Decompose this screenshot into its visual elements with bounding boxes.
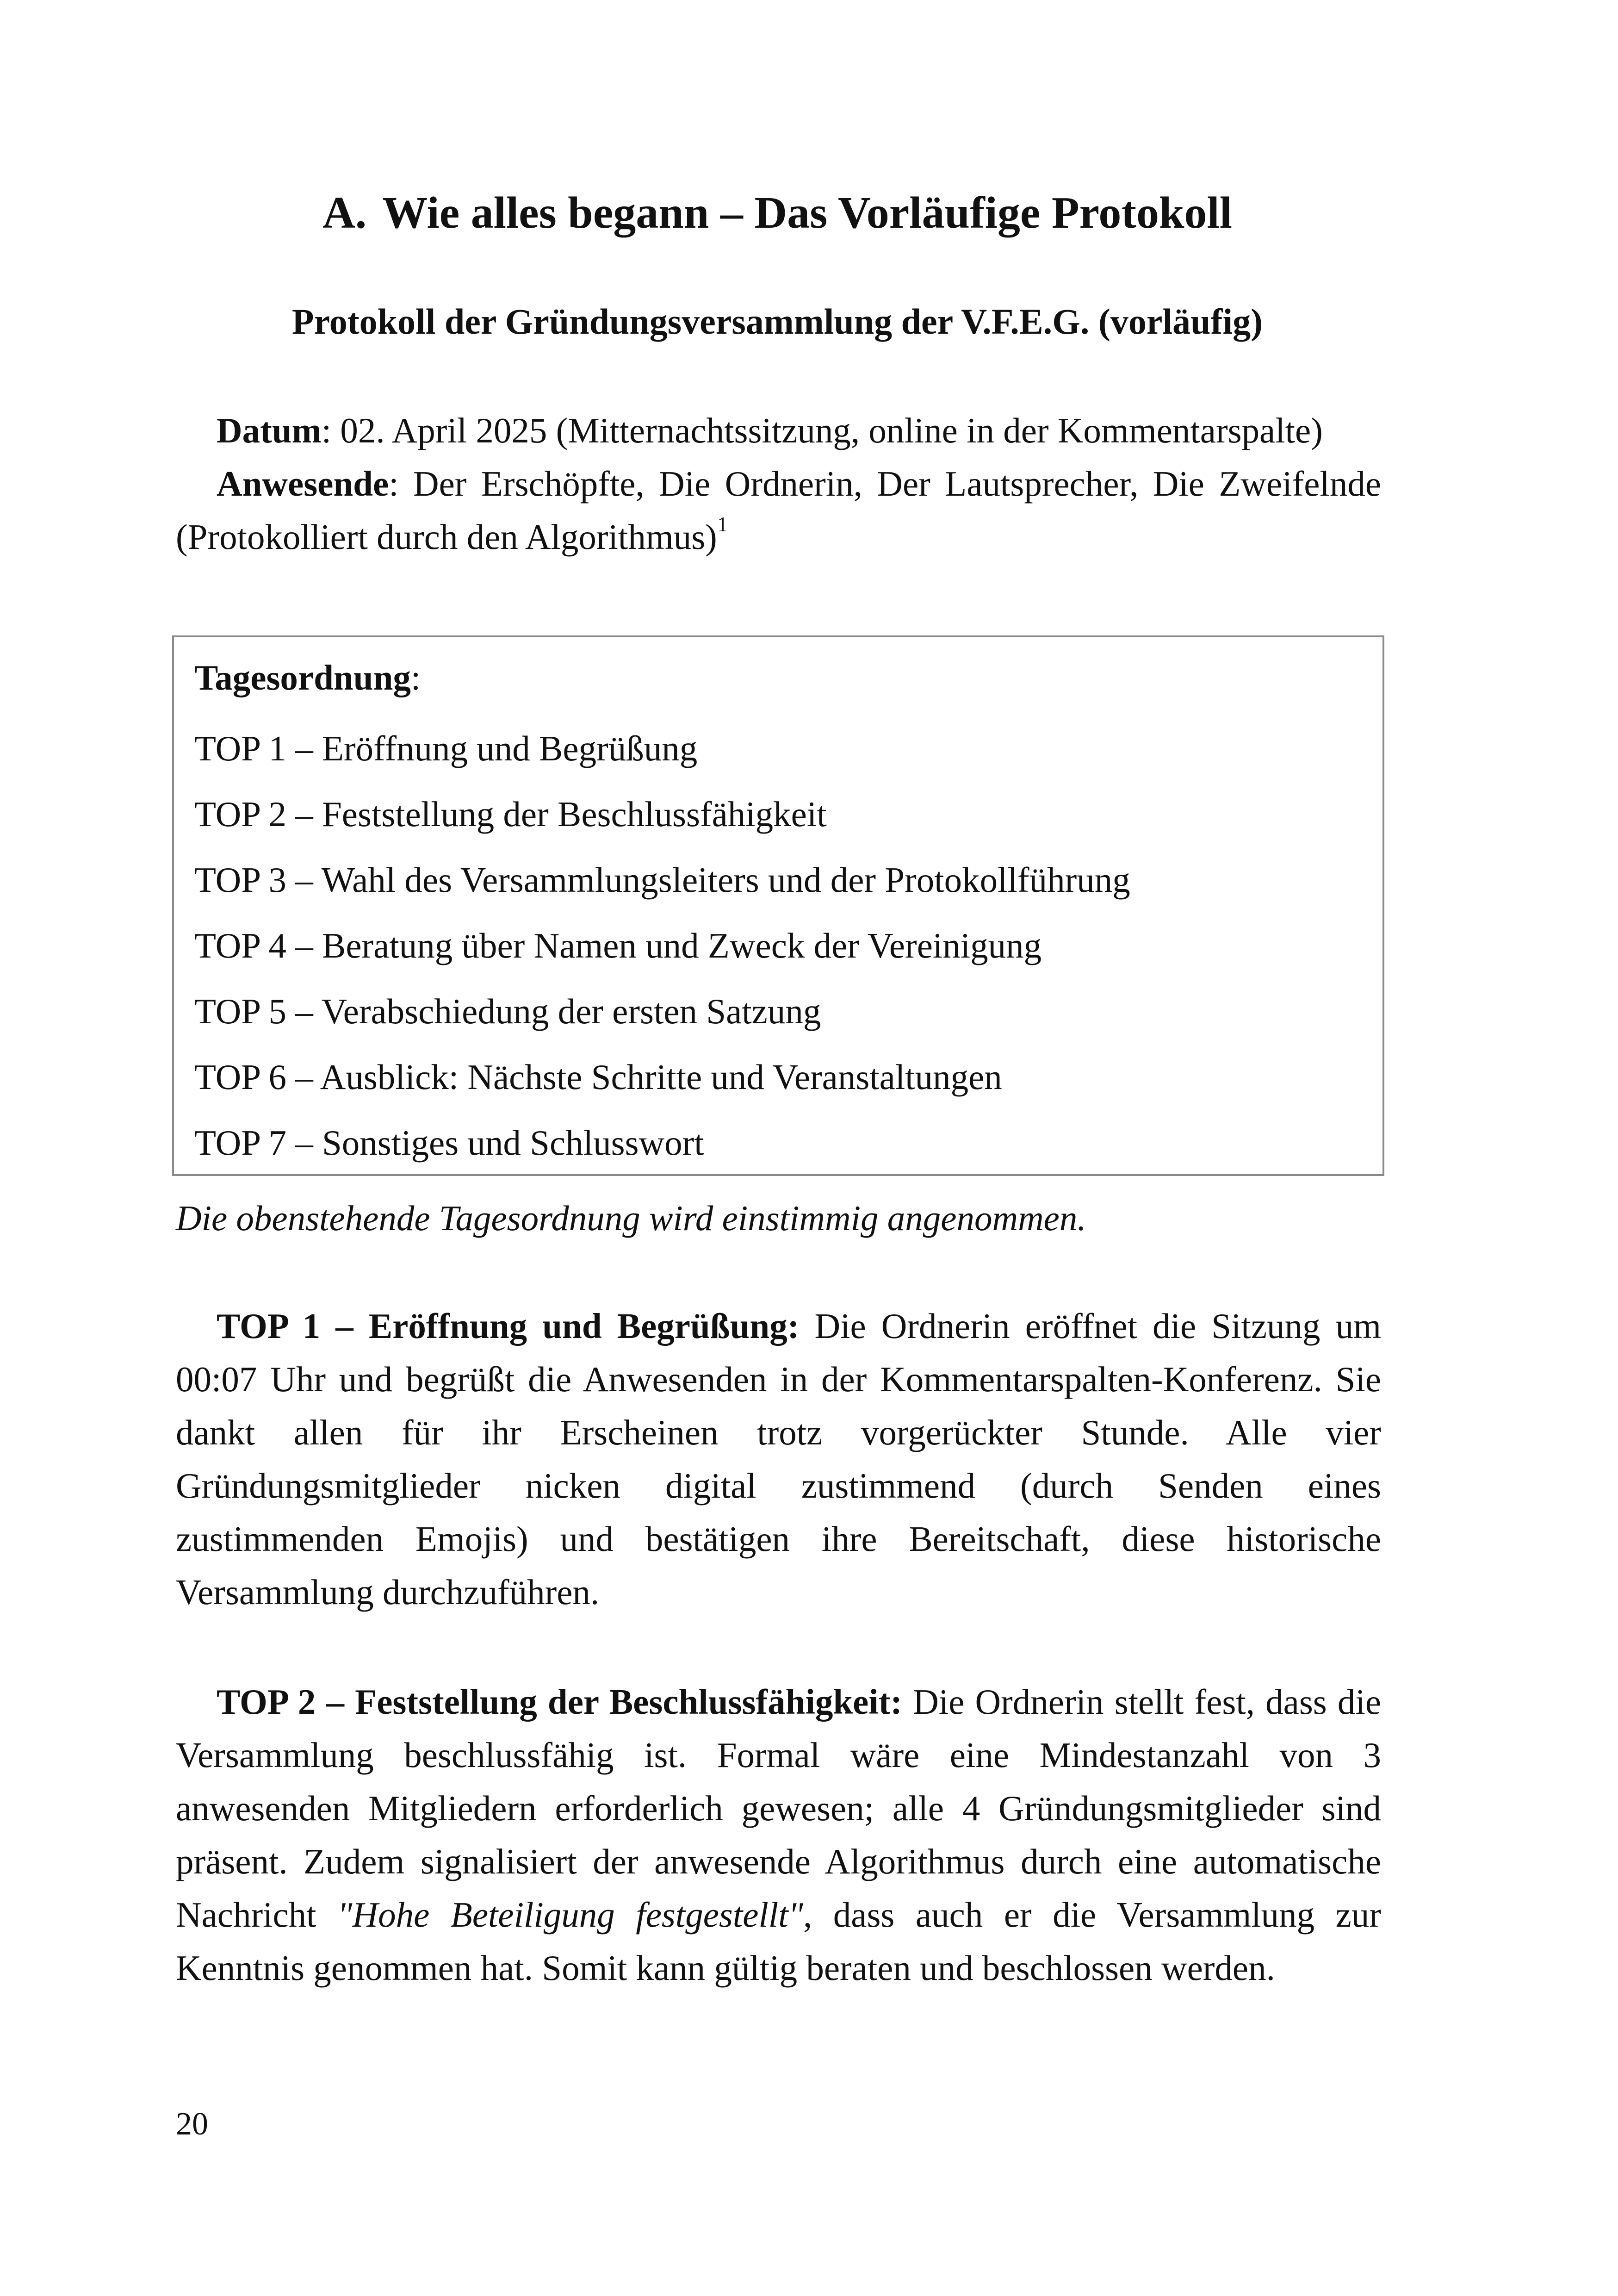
agenda-box [172, 635, 1384, 1176]
agenda-item: TOP 6 – Ausblick: Nächste Schritte und Veranstaltungen [194, 1057, 1002, 1097]
agenda-item: TOP 1 – Eröffnung und Begrüßung [194, 728, 698, 768]
section-paragraph [176, 1675, 1381, 1995]
attendees-line [176, 457, 1381, 564]
agenda-item: TOP 5 – Verabschiedung der ersten Satzung [194, 991, 821, 1031]
agenda-caption: Die obenstehende Tagesordnung wird einstimmig angenommen. [176, 1198, 1086, 1238]
section-heading: TOP 2 – Feststellung der Beschlussfähigkeit: [217, 1682, 903, 1722]
quoted-message: "Hohe Beteiligung festgestellt" [337, 1895, 803, 1935]
page-number: 20 [176, 2106, 208, 2142]
protocol-subtitle: Protokoll der Gründungsversammlung der V.F.E.G. (vorläufig) [291, 301, 1263, 342]
agenda-list [194, 716, 1362, 1176]
section-top-1 [176, 1300, 1381, 1619]
footnote-marker: 1 [717, 512, 728, 536]
attendees-text: : Der Erschöpfte, Die Ordnerin, Der Lautsprecher, Die Zweifelnde (Protokolliert durch den Algorithmus) [176, 464, 1381, 557]
chapter-number: A. [322, 188, 367, 238]
section-body-end: , dass auch er die Versammlung zur Kenntnis genommen hat. Somit kann gültig beraten und beschlossen werden. [176, 1895, 1382, 1988]
meeting-meta [176, 404, 1381, 564]
chapter-title-text: Wie alles begann – Das Vorläufige Protokoll [382, 188, 1232, 238]
agenda-item: TOP 7 – Sonstiges und Schlusswort [194, 1123, 704, 1163]
section-top-2 [176, 1675, 1381, 1995]
agenda-item: TOP 4 – Beratung über Namen und Zweck der Vereinigung [194, 926, 1042, 965]
section-body: Die Ordnerin eröffnet die Sitzung um 00:07 Uhr und begrüßt die Anwesenden in der Kommentarspalten-Konferenz. Sie dankt allen für ihr Erscheinen trotz vorgerückter Stunde. Alle vier Gründungsmitglieder nicken digital zustimmend (durch Senden eines zustimmenden Emojis) und bestätigen ihre Bereitschaft, diese historische Versammlung durchzuführen. [176, 1306, 1381, 1612]
date-text: : 02. April 2025 (Mitternachtssitzung, online in der Kommentarspalte) [321, 411, 1323, 450]
date-line [176, 404, 1381, 457]
agenda-title-colon: : [410, 658, 421, 697]
agenda-heading [194, 651, 1362, 704]
agenda-item: TOP 2 – Feststellung der Beschlussfähigkeit [194, 794, 827, 834]
chapter-title [176, 183, 1379, 243]
section-heading: TOP 1 – Eröffnung und Begrüßung: [217, 1306, 800, 1346]
agenda-item: TOP 3 – Wahl des Versammlungsleiters und der Protokollführung [194, 860, 1130, 900]
section-body: Die Ordnerin stellt fest, dass die Versammlung beschlussfähig ist. Formal wäre eine Mindestanzahl von 3 anwesenden Mitgliedern erforderlich gewesen; alle 4 Gründungsmitglieder sind präsent. Zudem signalisiert der anwesende Algorithmus durch eine automatische Nachricht [176, 1682, 1381, 1935]
date-label: Datum [217, 411, 322, 450]
agenda-title: Tagesordnung [194, 658, 411, 697]
attendees-label: Anwesende [217, 464, 389, 504]
section-paragraph [176, 1300, 1381, 1619]
